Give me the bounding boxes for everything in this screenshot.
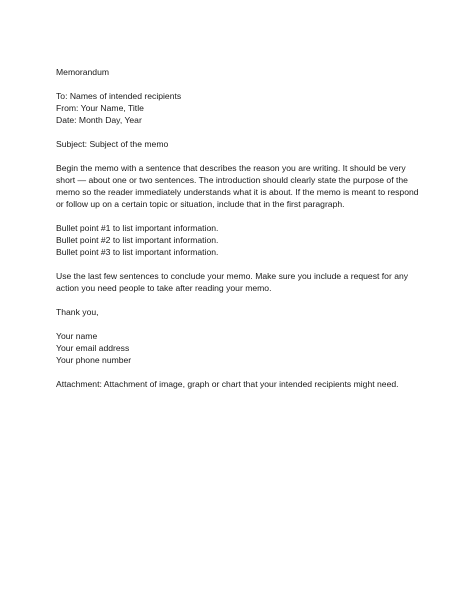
memo-bullet-list [56,222,418,258]
intro-line: or follow up on a certain topic or situation, include that in the first paragraph. [56,199,345,209]
bullet-item: Bullet point #2 to list important information. [56,235,219,245]
memo-header-fields [56,90,418,126]
memo-intro-paragraph [56,162,418,210]
intro-line: short — about one or two sentences. The introduction should clearly state the purpose of the [56,175,408,185]
signature-phone: Your phone number [56,355,132,365]
memo-body [56,66,418,402]
memo-subject-block [56,138,418,150]
memo-conclusion-paragraph [56,270,418,294]
bullet-item: Bullet point #1 to list important information. [56,223,219,233]
memo-signature-block [56,330,418,366]
conclusion-line: action you need people to take after reading your memo. [56,283,272,293]
memo-closing: Thank you, [56,307,99,317]
memo-heading-block [56,66,418,78]
intro-line: memo so the reader immediately understands what it is about. If the memo is meant to respond [56,187,419,197]
signature-email: Your email address [56,343,130,353]
memo-subject: Subject: Subject of the memo [56,139,169,149]
memo-date: Date: Month Day, Year [56,115,142,125]
conclusion-line: Use the last few sentences to conclude your memo. Make sure you include a request for any [56,271,409,281]
memo-attachment-block [56,378,418,390]
memo-heading: Memorandum [56,67,110,77]
memo-attachment: Attachment: Attachment of image, graph or chart that your intended recipients might need. [56,379,399,389]
memo-to: To: Names of intended recipients [56,91,182,101]
intro-line: Begin the memo with a sentence that describes the reason you are writing. It should be very [56,163,406,173]
memo-closing-block [56,306,418,318]
signature-name: Your name [56,331,98,341]
bullet-item: Bullet point #3 to list important information. [56,247,219,257]
memo-from: From: Your Name, Title [56,103,144,113]
